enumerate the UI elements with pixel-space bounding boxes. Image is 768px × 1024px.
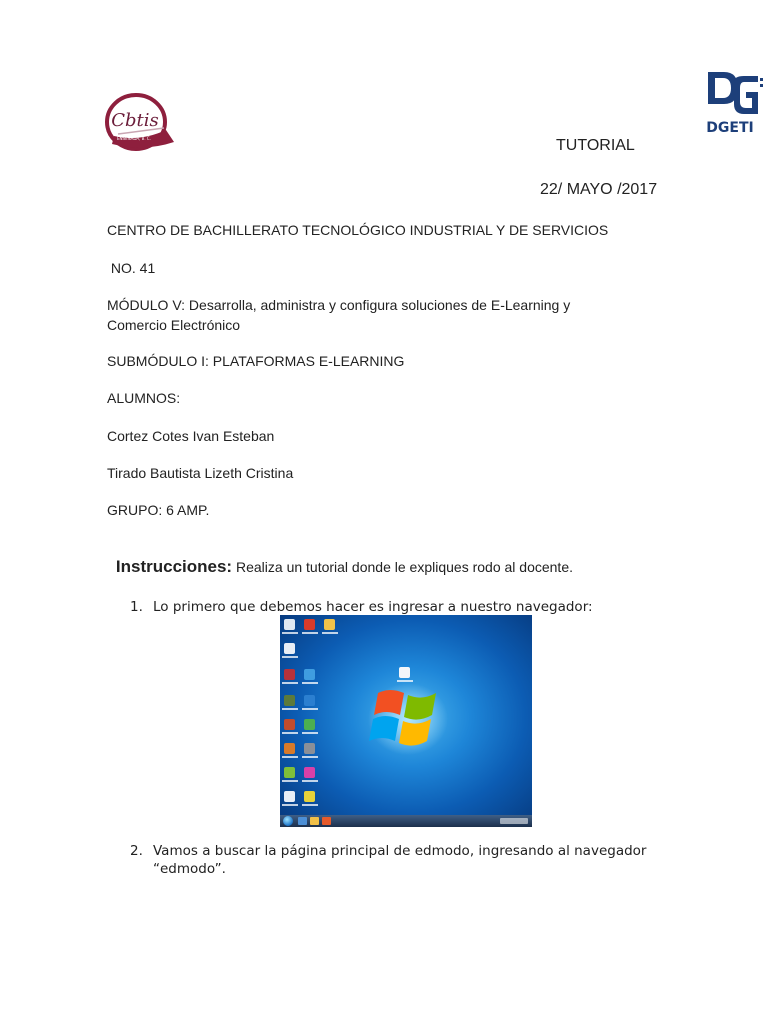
dgeti-logo xyxy=(694,68,766,140)
taskbar-folder-icon xyxy=(310,817,319,825)
taskbar-browser-icon xyxy=(322,817,331,825)
taskbar-app-icon xyxy=(298,817,307,825)
system-tray xyxy=(500,818,528,824)
cbtis-logo xyxy=(104,90,178,156)
cbtis-logo-sub: ENSENADA, B. C. xyxy=(117,136,151,141)
document-title: TUTORIAL xyxy=(556,137,635,154)
group: GRUPO: 6 AMP. xyxy=(107,502,210,518)
school-number: NO. 41 xyxy=(107,260,156,276)
module-line-1: MÓDULO V: Desarrolla, administra y configura soluciones de E-Learning y xyxy=(107,297,571,313)
cbtis-logo-text: Cbtis xyxy=(111,110,159,131)
student-name-1: Cortez Cotes Ivan Esteban xyxy=(107,428,275,444)
taskbar xyxy=(280,815,532,827)
start-orb-icon xyxy=(283,816,293,826)
instructions-text: Realiza un tutorial donde le expliques rodo al docente. xyxy=(232,559,573,575)
module-line-2: Comercio Electrónico xyxy=(107,317,241,333)
step-2-number: 2. xyxy=(130,843,143,859)
school-name: CENTRO DE BACHILLERATO TECNOLÓGICO INDUSTRIAL Y DE SERVICIOS xyxy=(107,222,609,238)
windows-logo-icon xyxy=(368,681,448,757)
document-date: 22/ MAYO /2017 xyxy=(540,181,658,198)
student-name-2: Tirado Bautista Lizeth Cristina xyxy=(107,465,294,481)
step-1-text: Lo primero que debemos hacer es ingresar a nuestro navegador: xyxy=(153,599,593,615)
desktop-screenshot xyxy=(280,615,532,827)
step-2-text-line-2: “edmodo”. xyxy=(153,861,226,877)
submodule: SUBMÓDULO I: PLATAFORMAS E-LEARNING xyxy=(107,353,405,369)
instructions-label: Instrucciones: xyxy=(115,557,233,576)
dgeti-logo-text: DGETI xyxy=(706,120,754,136)
step-2-text-line-1: Vamos a buscar la página principal de edmodo, ingresando al navegador xyxy=(153,843,647,859)
step-1-number: 1. xyxy=(130,599,143,615)
students-label: ALUMNOS: xyxy=(107,390,181,406)
instructions xyxy=(107,539,573,577)
